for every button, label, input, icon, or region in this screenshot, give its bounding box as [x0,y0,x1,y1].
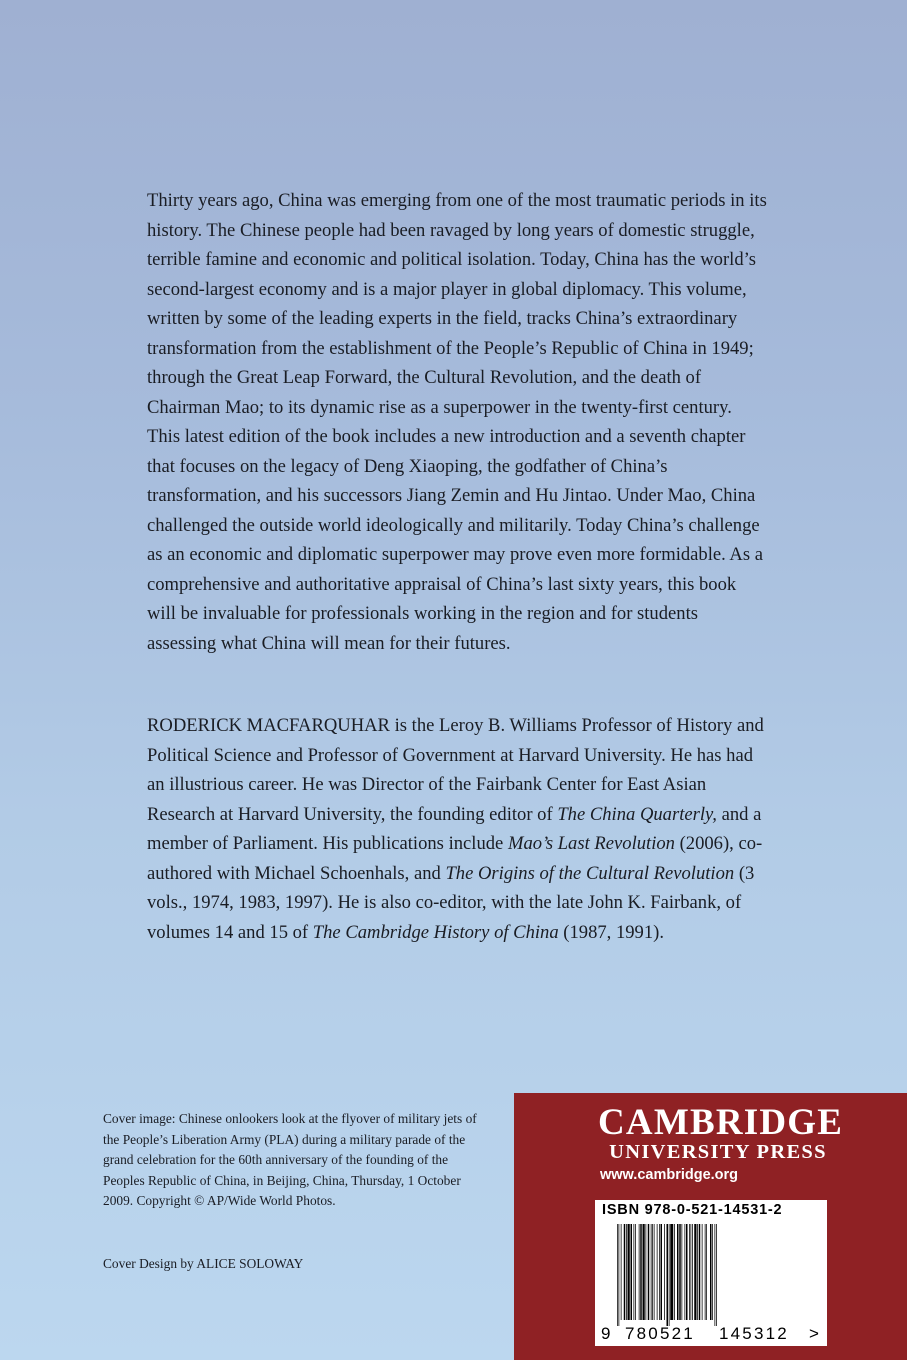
barcode-group-2: 145312 [719,1324,789,1343]
journal-title: The China Quarterly, [557,803,717,825]
publisher-panel [514,1093,907,1360]
barcode-lead-digit: 9 [601,1324,611,1343]
publisher-subtitle: UNIVERSITY PRESS [609,1141,827,1163]
bio-text-4: (3 vols., 1974, 1983, 1997). He is also co-editor, with the late John K. Fairbank, of volumes 14 and 15 of [147,862,755,943]
cover-design-credit: Cover Design by ALICE SOLOWAY [103,1256,304,1271]
book-title-origins: The Origins of the Cultural Revolution [445,862,735,884]
book-title-cambridge-history: The Cambridge History of China [312,921,559,943]
barcode-digits [595,1324,827,1346]
barcode-icon [617,1224,808,1326]
bio-text-1: RODERICK MACFARQUHAR is the Leroy B. Williams Professor of History and Political Science and Professor of Government at Harvard University. He has had an illustrious career. He was Director of the Fairbank Center for East Asian Research at Harvard University, the founding editor of [147,715,764,825]
publisher-website[interactable]: www.cambridge.org [600,1167,739,1183]
barcode-group-1: 780521 [625,1324,695,1343]
barcode-arrow: > [809,1324,819,1343]
isbn-label: ISBN 978-0-521-14531-2 [602,1202,783,1218]
publisher-name: CAMBRIDGE [598,1102,844,1143]
description-paragraph: Thirty years ago, China was emerging from one of the most traumatic periods in its history. The Chinese people had been ravaged by long years of domestic struggle, terrible famine and economic and political isolation. Today, China has the world’s second-largest economy and is a major player in global diplomacy. This volume, written by some of the leading experts in the field, tracks China’s extraordinary transformation from the establishment of the People’s Republic of China in 1949; through the Great Leap Forward, the Cultural Revolution, and the death of Chairman Mao; to its dynamic rise as a superpower in the twenty-first century. This latest edition of the book includes a new introduction and a seventh chapter that focuses on the legacy of Deng Xiaoping, the godfather of China’s transformation, and his successors Jiang Zemin and Hu Jintao. Under Mao, China challenged the outside world ideologically and militarily. Today China’s challenge as an economic and diplomatic superpower may prove even more formidable. As a comprehensive and authoritative appraisal of China’s last sixty years, this book will be invaluable for professionals working in the region and for students assessing what China will mean for their futures. [147,190,767,654]
bio-text-2: and a member of Parliament. His publications include [147,803,762,854]
book-title-maos-last-revolution: Mao’s Last Revolution [507,833,675,854]
bio-text-5: (1987, 1991). [558,921,664,943]
author-biography [147,711,767,947]
isbn-barcode [595,1200,827,1346]
bio-text-3: (2006), co-authored with Michael Schoenhals, and [147,833,763,884]
cover-image-credit: Cover image: Chinese onlookers look at the flyover of military jets of the People’s Liberation Army (PLA) during a military parade of the grand celebration for the 60th anniversary of the founding of the Peoples Republic of China, in Beijing, China, Thursday, 1 October 2009. Copyright © AP/Wide World Photos. [103,1111,477,1209]
